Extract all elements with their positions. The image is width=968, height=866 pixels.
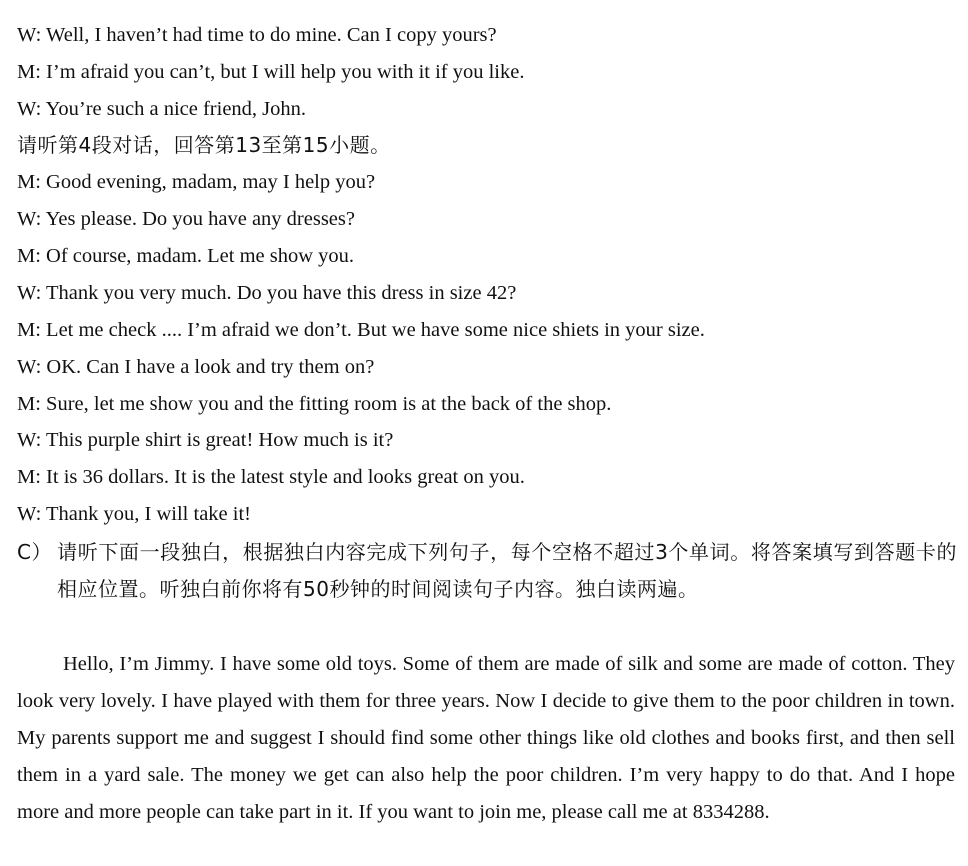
section-4-instruction: 请听第4段对话，回答第13至第15小题。 [17,133,391,157]
dialogue-line: M: Sure, let me show you and the fitting room is at the back of the shop. [17,393,612,415]
section-c-instruction [17,534,957,608]
dialogue-line: W: This purple shirt is great! How much is it? [17,429,394,451]
dialogue-line: M: It is 36 dollars. It is the latest style and looks great on you. [17,466,525,488]
dialogue-line: M: Good evening, madam, may I help you? [17,171,376,193]
dialogue-line: M: Of course, madam. Let me show you. [17,245,355,267]
dialogue-line: W: You’re such a nice friend, John. [17,98,307,120]
dialogue-line: W: Yes please. Do you have any dresses? [17,208,355,230]
section-c-text: 请听下面一段独白，根据独白内容完成下列句子，每个空格不超过3个单词。将答案填写到答题卡的相应位置。听独白前你将有50秒钟的时间阅读句子内容。独白读两遍。 [57,540,957,601]
dialogue-line: M: Let me check .... I’m afraid we don’t. But we have some nice shiets in your size. [17,319,705,341]
section-c-marker: C） [17,540,52,564]
dialogue-line: W: Thank you very much. Do you have this dress in size 42? [17,282,517,304]
dialogue-line: W: Well, I haven’t had time to do mine. Can I copy yours? [17,24,497,46]
dialogue-line: W: OK. Can I have a look and try them on? [17,356,375,378]
monologue-passage: Hello, I’m Jimmy. I have some old toys. Some of them are made of silk and some are made of cotton. They look very lovely. I have played with them for three years. Now I decide to give them to the poor children in town. My parents support me and suggest I should find some other things like old clothes and books first, and then sell them in a yard sale. The money we get can also help the poor children. I’m very happy to do that. And I hope more and more people can take part in it. If you want to join me, please call me at 8334288. [17,653,955,823]
dialogue-line: M: I’m afraid you can’t, but I will help you with it if you like. [17,61,525,83]
dialogue-line: W: Thank you, I will take it! [17,503,251,525]
